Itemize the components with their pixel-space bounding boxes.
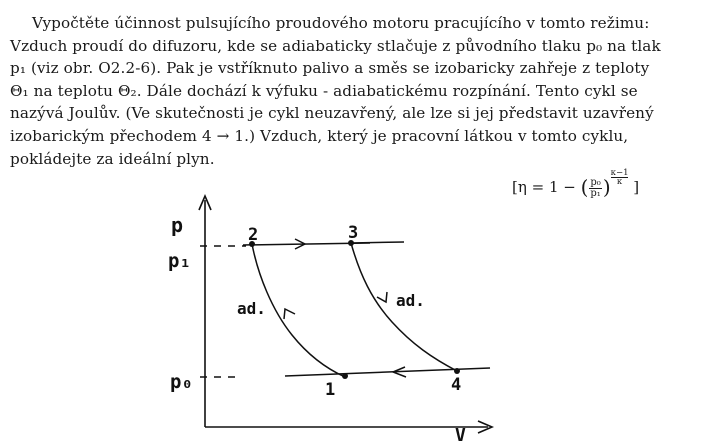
p1-label: p₁	[168, 250, 191, 272]
formula-exp-num: κ−1	[610, 168, 629, 178]
point-4-dot	[454, 368, 460, 374]
formula-end: ]	[633, 178, 640, 196]
formula-frac-num: p₀	[590, 176, 601, 188]
point-1-dot	[342, 373, 348, 379]
formula-open-paren: (	[580, 175, 589, 199]
adiabat-right-label: ad.	[396, 291, 425, 310]
formula-lead: [η = 1 −	[512, 178, 581, 196]
problem-line: Θ₁ na teplotu Θ₂. Dále dochází k výfuku - adiabatickému rozpínání. Tento cykl se	[10, 81, 638, 100]
axis-p-label: p	[171, 213, 184, 237]
p0-label: p₀	[170, 371, 193, 393]
problem-line: pokládejte za ideální plyn.	[10, 149, 215, 168]
formula-frac-den: p₁	[590, 187, 601, 199]
point-1-label: 1	[325, 380, 336, 400]
problem-line: izobarickým přechodem 4 → 1.) Vzduch, který je pracovní látkou v tomto cyklu,	[10, 126, 629, 145]
problem-line: p₁ (viz obr. O2.2-6). Pak je vstříknuto palivo a směs se izobaricky zahřeje z teploty	[10, 59, 650, 78]
adiabat-left-label: ad.	[237, 299, 266, 318]
point-2-label: 2	[248, 225, 259, 245]
adiabat-1-2-arrow-icon	[284, 309, 295, 319]
problem-line: Vypočtěte účinnost pulsujícího proudového motoru pracujícího v tomto režimu:	[32, 14, 650, 32]
point-3-label: 3	[348, 223, 359, 243]
point-4-label: 4	[451, 375, 462, 395]
adiabat-1-2	[252, 244, 345, 377]
axis-v-label: V	[455, 425, 466, 442]
formula-exp-den: κ	[616, 177, 623, 187]
problem-line: nazývá Joulův. (Ve skutečnosti je cykl neuzavřený, ale lze si jej představit uzavřený	[10, 104, 654, 123]
problem-line: Vzduch proudí do difuzoru, kde se adiabaticky stlačuje z původního tlaku p₀ na tlak	[10, 36, 661, 55]
adiabat-3-4-arrow-icon	[377, 292, 387, 302]
formula-close-paren: )	[602, 175, 611, 199]
